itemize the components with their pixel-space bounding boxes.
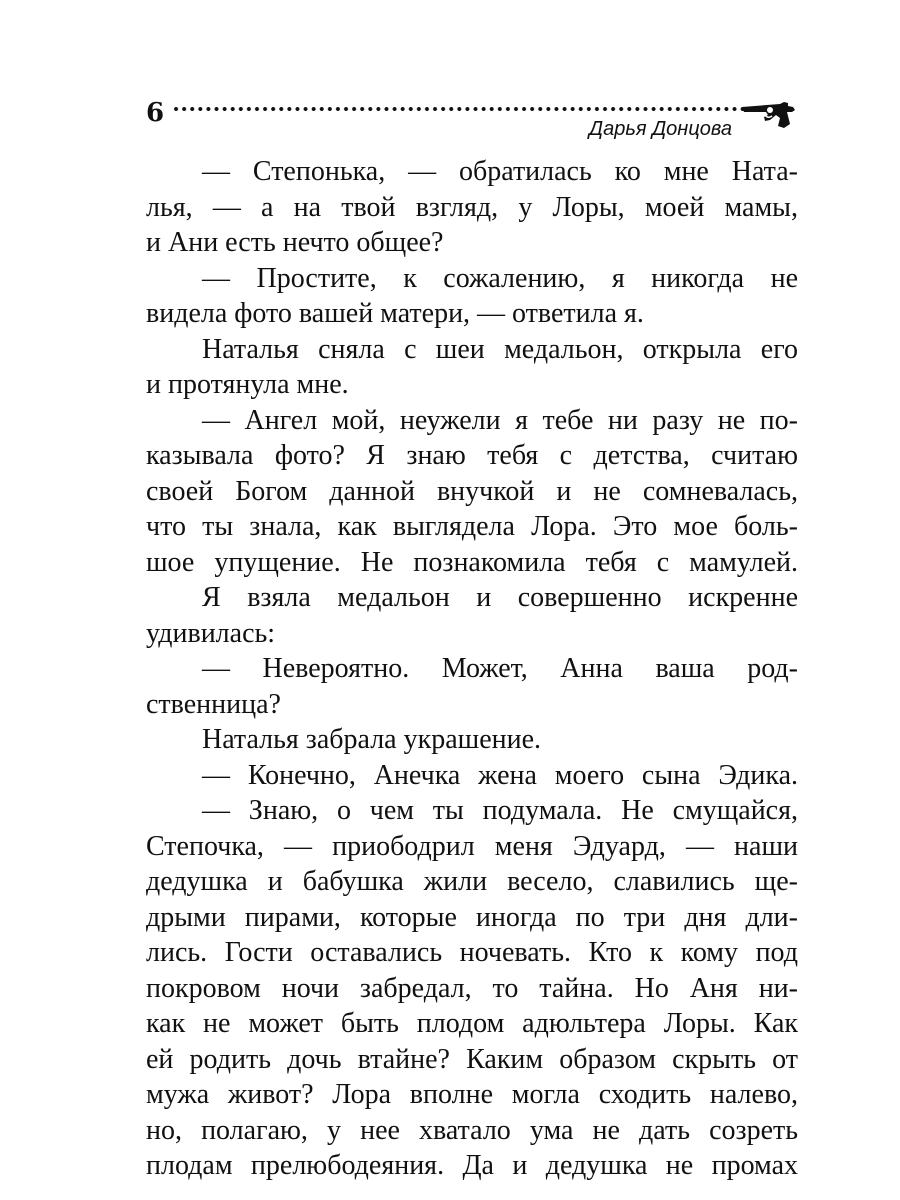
text-line: покровом ночи забредал, то тайна. Но Аня ни- (146, 972, 798, 1004)
revolver-icon (740, 98, 798, 130)
text-line: — Степонька, — обратилась ко мне Ната- (202, 156, 798, 187)
text-line: ственница? (146, 688, 281, 720)
page-number: 6 (146, 98, 165, 128)
text-line: и протянула мне. (146, 369, 349, 400)
text-line: Наталья сняла с шеи медальон, открыла его (202, 333, 798, 365)
text-line: мужа живот? Лора вполне могла сходить налево, (146, 1079, 798, 1110)
text-line: удивилась: (146, 617, 276, 649)
text-line: Наталья забрала украшение. (202, 724, 542, 755)
text-line: — Простите, к сожалению, я никогда не (202, 262, 798, 294)
text-line: — Невероятно. Может, Анна ваша род- (202, 653, 798, 684)
text-line: казывала фото? Я знаю тебя с детства, считаю (146, 440, 798, 471)
text-line: что ты знала, как выглядела Лора. Это мое боль- (146, 511, 798, 542)
text-line: шое упущение. Не познакомила тебя с мамулей. (146, 546, 798, 578)
dotted-rule (172, 106, 744, 112)
text-line: лья, — а на твой взгляд, у Лоры, моей мамы, (146, 191, 798, 223)
text-line: дрыми пирами, которые иногда по три дня дли- (146, 901, 798, 933)
text-line: — Конечно, Анечка жена моего сына Эдика. (202, 759, 798, 791)
text-line: и Ани есть нечто общее? (146, 227, 444, 258)
text-line: лись. Гости оставались ночевать. Кто к кому под (146, 937, 798, 968)
text-line: своей Богом данной внучкой и не сомневалась, (146, 475, 798, 507)
body-text (146, 154, 798, 1184)
text-line: ей родить дочь втайне? Каким образом скрыть от (146, 1043, 798, 1075)
text-line: дедушка и бабушка жили весело, славились щe- (146, 866, 798, 897)
running-header (146, 92, 798, 142)
text-line: Степочка, — приободрил меня Эдуард, — наши (146, 830, 798, 862)
text-line: видела фото вашей матери, — ответила я. (146, 298, 644, 329)
text-line: но, полагаю, у нее хватало ума не дать созреть (146, 1114, 798, 1146)
text-line: — Знаю, о чем ты подумала. Не смущайся, (202, 795, 798, 826)
text-line: Я взяла медальон и совершенно искренне (202, 582, 798, 613)
text-line: плодам прелюбодеяния. Да и дедушка не промах (146, 1150, 798, 1181)
text-line: — Ангел мой, неужели я тебе ни разу не по- (202, 404, 798, 436)
author-name: Дарья Донцова (589, 118, 732, 140)
text-line: как не может быть плодом адюльтера Лоры. Как (146, 1008, 798, 1039)
